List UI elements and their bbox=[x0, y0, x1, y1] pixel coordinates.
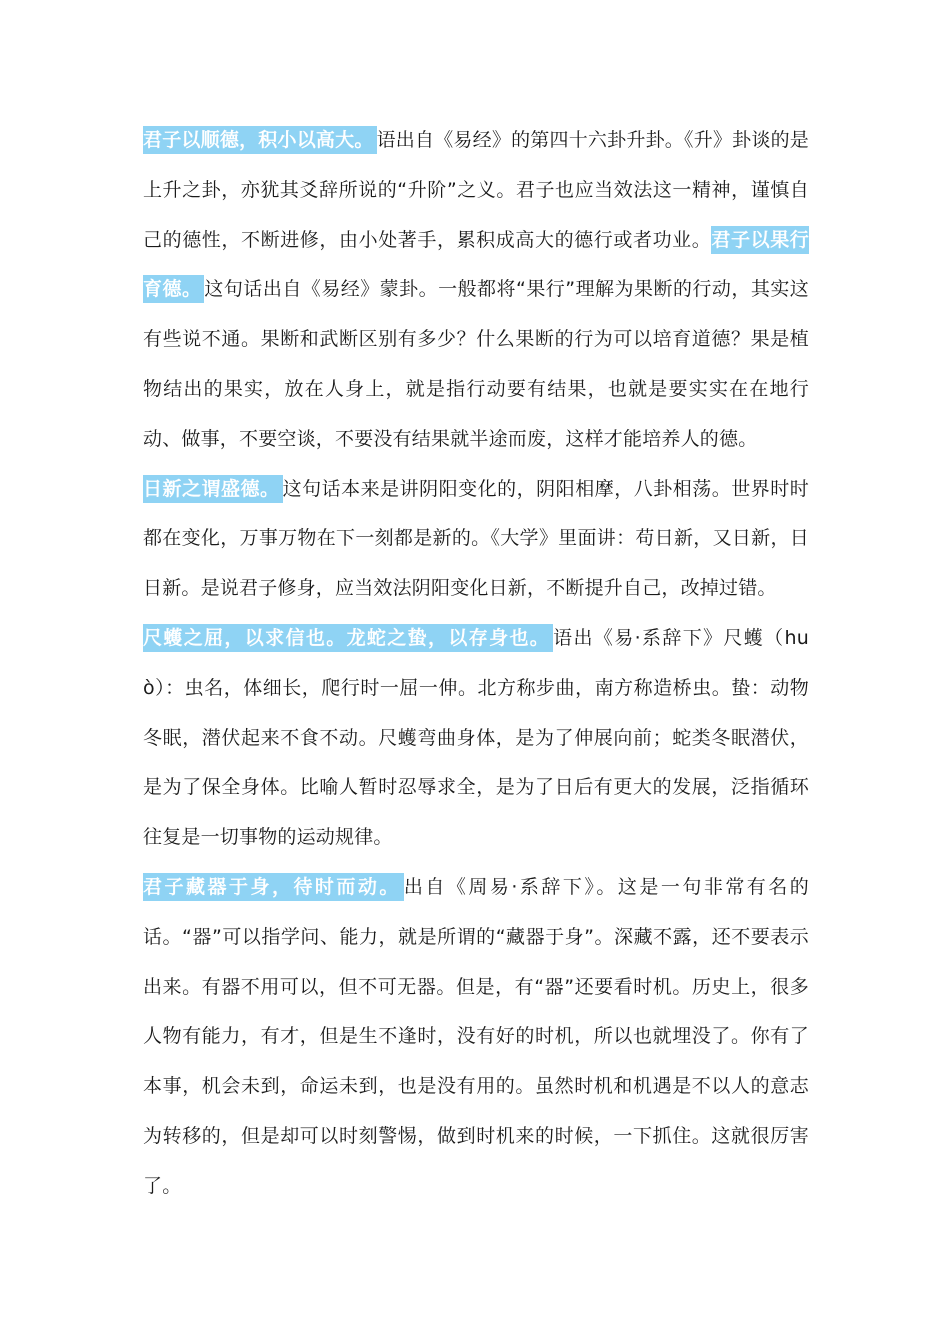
paragraph-rixin bbox=[143, 465, 809, 614]
highlighted-quote: 尺蠖之屈，以求信也。龙蛇之蛰，以存身也。 bbox=[143, 624, 553, 652]
paragraph-shunde bbox=[143, 126, 809, 251]
paragraph-cangqi bbox=[143, 863, 809, 1212]
paragraph-chihuo bbox=[143, 614, 809, 863]
paragraph-text: 出自《周易·系辞下》。这是一句非常有名的话。“器”可以指学问、能力，就是所谓的“藏器于身”。深藏不露，还不要表示出来。有器不用可以，但不可无器。但是，有“器”还要看时机。历史上，很多人物有能力，有才，但是生不逢时，没有好的时机，所以也就埋没了。你有了本事，机会未到，命运未到，也是没有用的。虽然时机和机遇是不以人的意志为转移的，但是却可以时刻警惕，做到时机来的时候，一下抓住。这就很厉害了。 bbox=[143, 875, 809, 1197]
paragraph-text: 这句话本来是讲阴阳变化的，阴阳相摩，八卦相荡。世界时时都在变化，万事万物在下一刻都是新的。《大学》里面讲：苟日新，又日新，日日新。是说君子修身，应当效法阴阳变化日新，不断提升自己，改掉过错。 bbox=[143, 477, 809, 600]
paragraph-text: 语出《易·系辞下》尺蠖（huò）：虫名，体细长，爬行时一屈一伸。北方称步曲，南方称造桥虫。蛰：动物冬眠，潜伏起来不食不动。尺蠖弯曲身体，是为了伸展向前；蛇类冬眠潜伏，是为了保全身体。比喻人暂时忍辱求全，是为了日后有更大的发展，泛指循环往复是一切事物的运动规律。 bbox=[143, 626, 809, 849]
highlighted-quote: 日新之谓盛德。 bbox=[143, 475, 283, 503]
highlighted-quote: 君子以果行育德。 bbox=[143, 226, 809, 304]
paragraph-text: 语出自《易经》的第四十六卦升卦。《升》卦谈的是上升之卦，亦犹其爻辞所说的“升阶”之义。君子也应当效法这一精神，谨慎自己的德性，不断进修，由小处著手，累积成高大的德行或者功业。 bbox=[143, 129, 809, 251]
document-body bbox=[143, 116, 809, 1212]
paragraph-text: 这句话出自《易经》蒙卦。一般都将“果行”理解为果断的行动，其实这有些说不通。果断和武断区别有多少？什么果断的行为可以培育道德？果是植物结出的果实，放在人身上，就是指行动要有结果，也就是要实实在在地行动、做事，不要空谈，不要没有结果就半途而废，这样才能培养人的德。 bbox=[143, 278, 809, 450]
paragraph-guoxing bbox=[143, 226, 809, 450]
highlighted-quote: 君子以顺德，积小以高大。 bbox=[143, 126, 377, 154]
highlighted-quote: 君子藏器于身，待时而动。 bbox=[143, 873, 404, 901]
